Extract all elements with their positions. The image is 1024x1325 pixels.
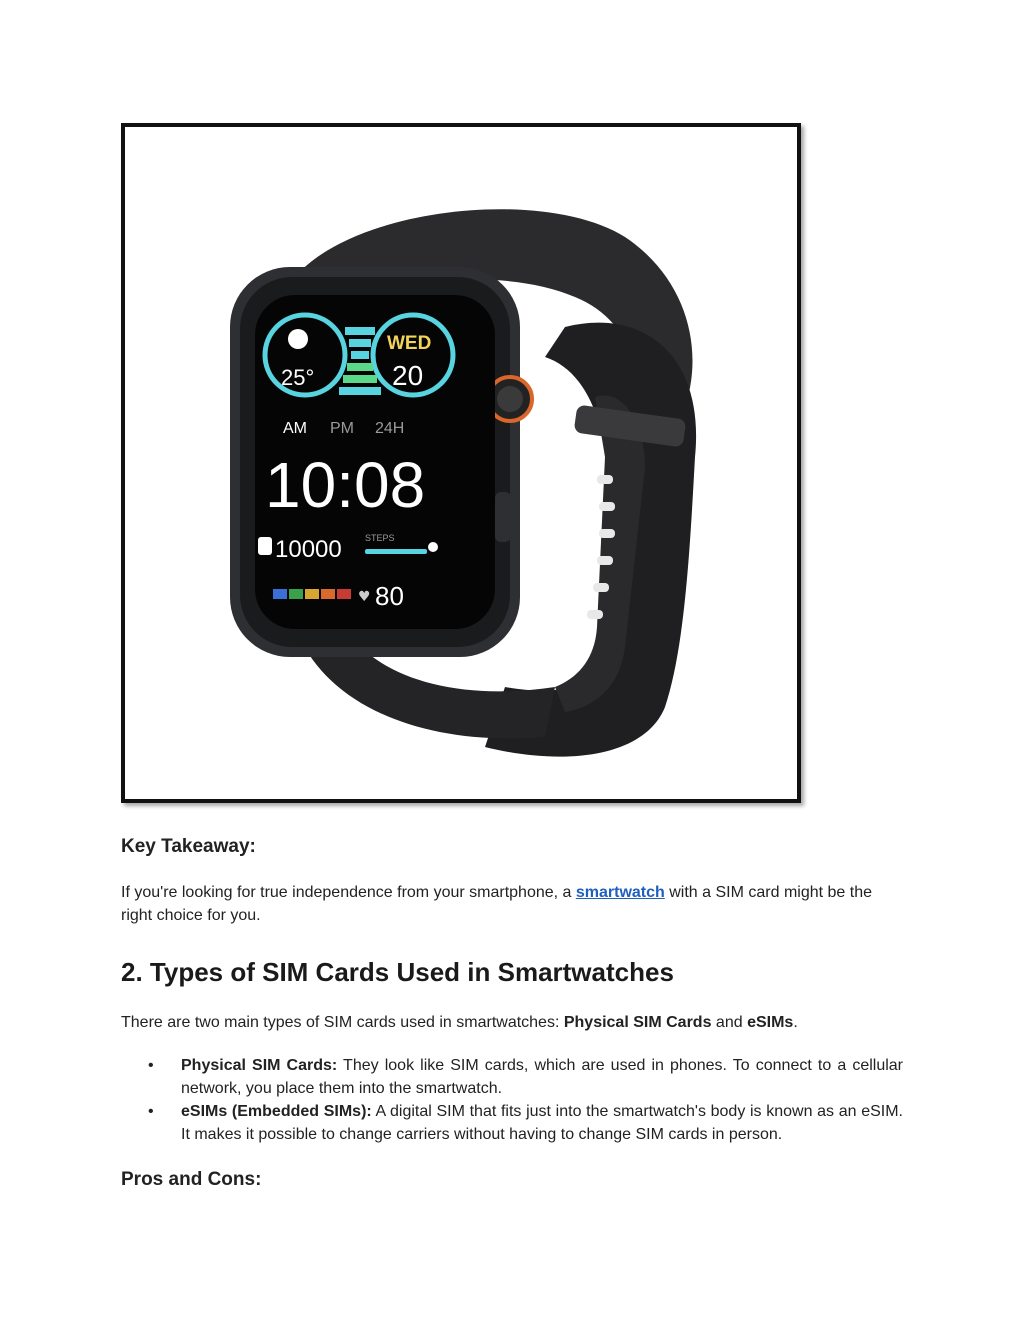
list-item-text: They look like SIM cards, which are used in phones. To connect to a cellular network, you place them into the smartwatch. bbox=[181, 1057, 904, 1097]
time-text: 10:08 bbox=[265, 449, 426, 521]
key-takeaway-paragraph bbox=[121, 881, 903, 927]
intro-bold-physical: Physical SIM Cards bbox=[563, 1014, 712, 1031]
pm-label: PM bbox=[330, 420, 354, 437]
key-takeaway-text-before: If you're looking for true independence from your smartphone, a bbox=[121, 884, 576, 901]
strap-hole bbox=[593, 583, 609, 592]
intro-text-before: There are two main types of SIM cards used in smartwatches: bbox=[121, 1014, 564, 1031]
strap-hole bbox=[599, 529, 615, 538]
section-heading: 2. Types of SIM Cards Used in Smartwatches bbox=[121, 957, 674, 987]
strap-hole bbox=[597, 556, 613, 565]
h24-label: 24H bbox=[375, 420, 405, 437]
sim-types-list bbox=[121, 1054, 903, 1146]
section-intro bbox=[121, 1011, 903, 1034]
day-text: WED bbox=[387, 333, 432, 354]
strap-hole bbox=[597, 475, 613, 484]
bullet-dot: • bbox=[148, 1103, 154, 1120]
steps-text: 10000 bbox=[275, 536, 342, 563]
intro-text-after: . bbox=[793, 1014, 798, 1031]
svg-text:♥: ♥ bbox=[358, 589, 371, 605]
smartwatch-image bbox=[121, 123, 801, 803]
list-item-title: eSIMs (Embedded SIMs): bbox=[181, 1103, 372, 1120]
temperature-text: 25° bbox=[281, 365, 315, 390]
strap-hole bbox=[599, 502, 615, 511]
strap-hole bbox=[587, 610, 603, 619]
bullet-dot: • bbox=[148, 1057, 154, 1074]
pros-cons-heading: Pros and Cons: bbox=[121, 1169, 262, 1190]
heart-rate-text: 80 bbox=[375, 581, 404, 611]
intro-text-mid: and bbox=[711, 1014, 748, 1031]
smartwatch-illustration bbox=[125, 127, 797, 799]
key-takeaway-heading: Key Takeaway: bbox=[121, 836, 256, 857]
am-label: AM bbox=[283, 420, 307, 437]
list-item-text: A digital SIM that fits just into the smartwatch's body is known as an eSIM. It makes it possible to change carriers without having to change SIM cards in person. bbox=[181, 1103, 904, 1143]
date-text: 20 bbox=[392, 360, 424, 391]
steps-label: STEPS bbox=[365, 533, 395, 543]
list-item-title: Physical SIM Cards: bbox=[181, 1057, 338, 1074]
list-item bbox=[121, 1054, 903, 1100]
smartwatch-link[interactable]: smartwatch bbox=[575, 884, 665, 901]
key-takeaway-text-after: with a SIM card might be the right choice for you. bbox=[121, 884, 872, 924]
list-item bbox=[121, 1100, 903, 1146]
intro-bold-esims: eSIMs bbox=[747, 1014, 794, 1031]
side-button bbox=[495, 492, 511, 542]
